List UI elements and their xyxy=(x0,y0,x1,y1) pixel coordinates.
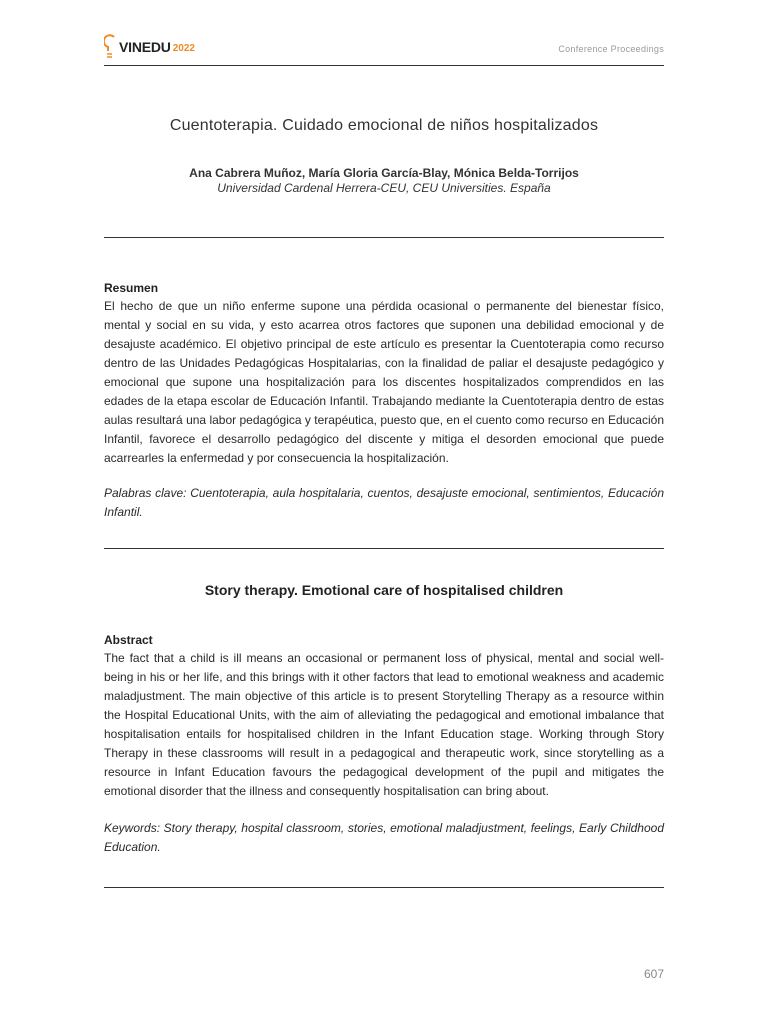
abstract-keywords: Keywords: Story therapy, hospital classroom, stories, emotional maladjustment, feelings, Early Childhood Education. xyxy=(104,821,664,854)
abstract-text: The fact that a child is ill means an occasional or permanent loss of physical, mental and social well-being in his or her life, and this brings with it other factors that lead to emotional weakness and academic maladjustment. The main objective of this article is to present Storytelling Therapy as a resource within the Hospital Educational Units, with the aim of alleviating the pedagogical and emotional imbalance that hospitalisation entails for hospitalised children in the Infant Education stage. Working through Story Therapy in these classrooms will result in a pedagogical and therapeutic work, since storytelling as a resource in Infant Education favours the pedagogical development of the pupil and mitigates the emotional disorder that the illness and consequently hospitalisation can bring about. xyxy=(104,651,664,798)
section-divider xyxy=(104,548,664,549)
running-head: Conference Proceedings xyxy=(558,44,664,54)
english-title: Story therapy. Emotional care of hospitalised children xyxy=(204,582,564,598)
paper-title: Cuentoterapia. Cuidado emocional de niños hospitalizados xyxy=(169,117,599,134)
page-number: 607 xyxy=(643,967,664,981)
paper-affiliation: Universidad Cardenal Herrera-CEU, CEU Universities. España xyxy=(217,181,551,195)
conference-logo xyxy=(104,32,195,62)
section-divider xyxy=(104,237,664,238)
lightbulb-icon xyxy=(104,34,118,60)
resumen-heading: Resumen xyxy=(104,281,159,295)
abstract-heading: Abstract xyxy=(104,633,153,647)
logo-text: VINEDU xyxy=(119,39,171,55)
header-divider xyxy=(104,65,664,66)
resumen-keywords: Palabras clave: Cuentoterapia, aula hospitalaria, cuentos, desajuste emocional, sentimientos, Educación Infantil. xyxy=(104,486,664,519)
section-divider xyxy=(104,887,664,888)
page-header xyxy=(104,30,664,66)
paper-authors: Ana Cabrera Muñoz, María Gloria García-Blay, Mónica Belda-Torrijos xyxy=(189,166,579,180)
logo-year: 2022 xyxy=(172,42,195,54)
resumen-text: El hecho de que un niño enferme supone una pérdida ocasional o permanente del bienestar físico, mental y social en su vida, y esto acarrea otros factores que suponen una debilidad emocional y de desajuste académico. El objetivo principal de este artículo es presentar la Cuentoterapia como recurso dentro de las Unidades Pedagógicas Hospitalarias, con la finalidad de paliar el desajuste pedagógico y emocional que supone una hospitalización para los discentes hospitalizados comprendidos en las edades de la etapa escolar de Educación Infantil. Trabajando mediante la Cuentoterapia dentro de estas aulas resultará una labor pedagógica y terapéutica, puesto que, en el cuento como recurso en Educación Infantil, favorece el desarrollo pedagógico del discente y mitiga el desorden emocional que puede acarrearles la enfermedad y por consecuencia la hospitalización. xyxy=(104,299,664,465)
